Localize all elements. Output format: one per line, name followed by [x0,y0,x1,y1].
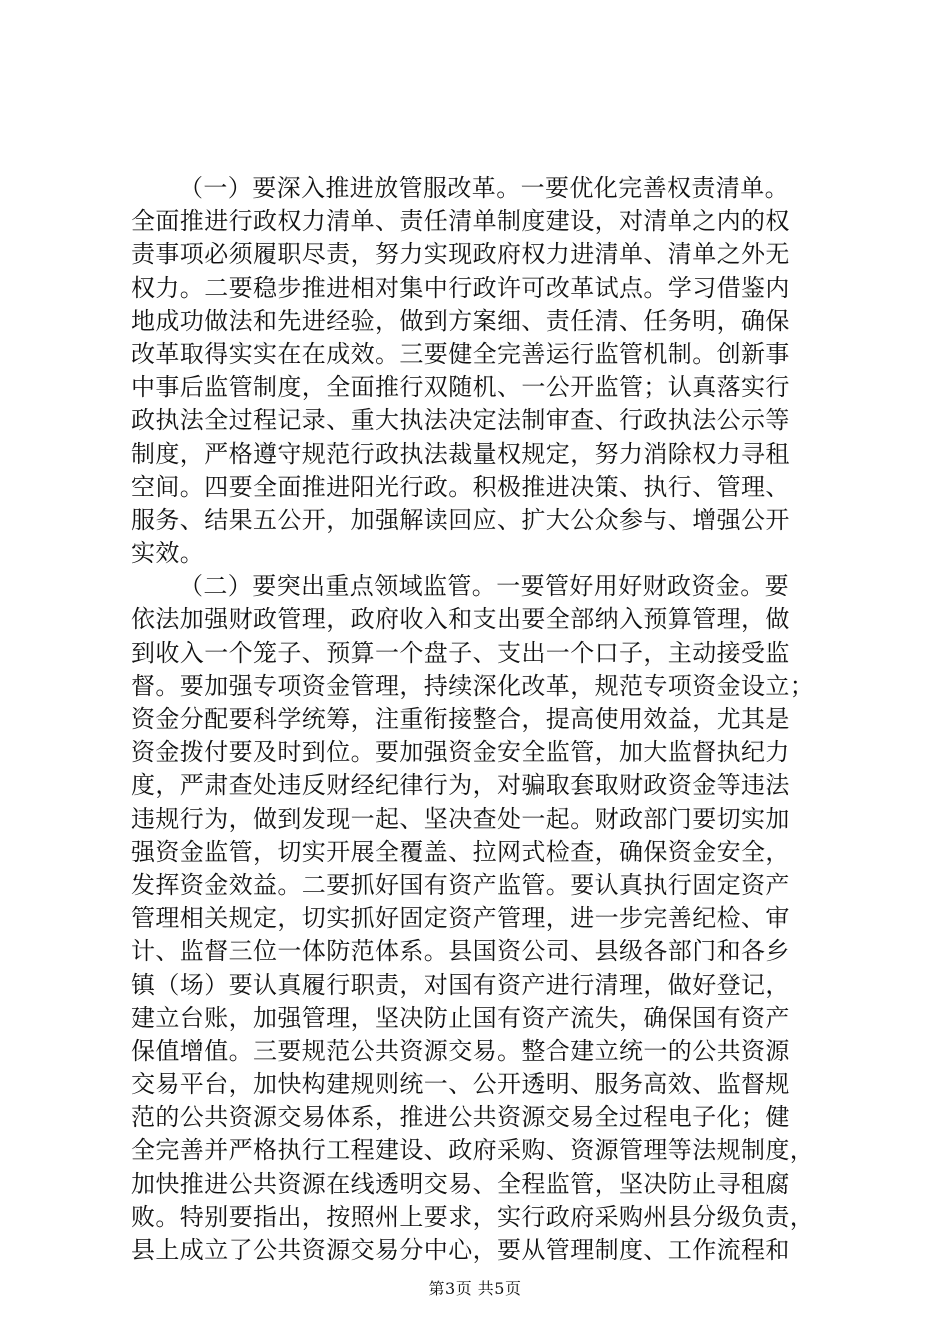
paragraph-2-line-21: 县上成立了公共资源交易分中心，要从管理制度、工作流程和 [131,1236,790,1264]
paragraph-1-line-6: 改革取得实实在在成效。三要健全完善运行监管机制。创新事 [131,339,790,368]
paragraph-2-line-4: 督。要加强专项资金管理，持续深化改革，规范专项资金设立； [131,671,815,700]
paragraph-1-line-3: 责事项必须履职尽责，努力实现政府权力进清单、清单之外无 [131,240,790,269]
paragraph-1-line-1: （一）要深入推进放管服改革。一要优化完善权责清单。 [179,174,789,202]
page-number-footer: 第3页 共5页 [428,1279,522,1298]
paragraph-2-line-20: 败。特别要指出，按照州上要求，实行政府采购州县分级负责， [131,1202,815,1231]
document-body [131,172,835,1267]
paragraph-1-line-5: 地成功做法和先进经验，做到方案细、责任清、任务明，确保 [131,306,790,335]
paragraph-2-line-7: 度，严肃查处违反财经纪律行为，对骗取套取财政资金等违法 [131,771,790,800]
paragraph-2-line-8: 违规行为，做到发现一起、坚决查处一起。财政部门要切实加 [131,804,790,833]
paragraph-1-line-10: 空间。四要全面推进阳光行政。积极推进决策、执行、管理、 [131,472,790,501]
paragraph-2-line-14: 建立台账，加强管理，坚决防止国有资产流失，确保国有资产 [131,1003,790,1032]
paragraph-2-line-1: （二）要突出重点领域监管。一要管好用好财政资金。要 [179,572,789,601]
paragraph-1-line-11: 服务、结果五公开，加强解读回应、扩大公众参与、增强公开 [131,505,790,534]
paragraph-2-line-19: 加快推进公共资源在线透明交易、全程监管，坚决防止寻租腐 [131,1169,790,1198]
paragraph-2-line-2: 依法加强财政管理，政府收入和支出要全部纳入预算管理，做 [131,605,790,634]
paragraph-2-line-3: 到收入一个笼子、预算一个盘子、支出一个口子，主动接受监 [131,638,790,667]
paragraph-1-line-9: 制度，严格遵守规范行政执法裁量权规定，努力消除权力寻租 [131,439,790,468]
paragraph-1-line-8: 政执法全过程记录、重大执法决定法制审查、行政执法公示等 [131,406,790,435]
paragraph-2-line-15: 保值增值。三要规范公共资源交易。整合建立统一的公共资源 [131,1036,790,1065]
paragraph-2-line-11: 管理相关规定，切实抓好固定资产管理，进一步完善纪检、审 [131,904,790,933]
paragraph-1-line-7: 中事后监管制度，全面推行双随机、一公开监管；认真落实行 [131,373,790,402]
paragraph-1-line-4: 权力。二要稳步推进相对集中行政许可改革试点。学习借鉴内 [131,273,790,302]
paragraph-2-line-5: 资金分配要科学统筹，注重衔接整合，提高使用效益，尤其是 [131,705,790,733]
paragraph-2-line-13: 镇（场）要认真履行职责，对国有资产进行清理，做好登记， [131,970,790,999]
paragraph-2-line-6: 资金拨付要及时到位。要加强资金安全监管，加大监督执纪力 [131,738,790,767]
paragraph-1-line-12: 实效。 [131,539,205,568]
paragraph-2-line-16: 交易平台，加快构建规则统一、公开透明、服务高效、监督规 [131,1070,790,1099]
paragraph-2-line-10: 发挥资金效益。二要抓好国有资产监管。要认真执行固定资产 [131,870,790,899]
paragraph-2-line-12: 计、监督三位一体防范体系。县国资公司、县级各部门和各乡 [131,937,790,966]
paragraph-1-line-2: 全面推进行政权力清单、责任清单制度建设，对清单之内的权 [131,207,790,236]
paragraph-2-line-9: 强资金监管，切实开展全覆盖、拉网式检查，确保资金安全， [131,837,790,866]
paragraph-2-line-17: 范的公共资源交易体系，推进公共资源交易全过程电子化；健 [131,1103,790,1132]
paragraph-2-line-18: 全完善并严格执行工程建设、政府采购、资源管理等法规制度， [131,1136,815,1165]
